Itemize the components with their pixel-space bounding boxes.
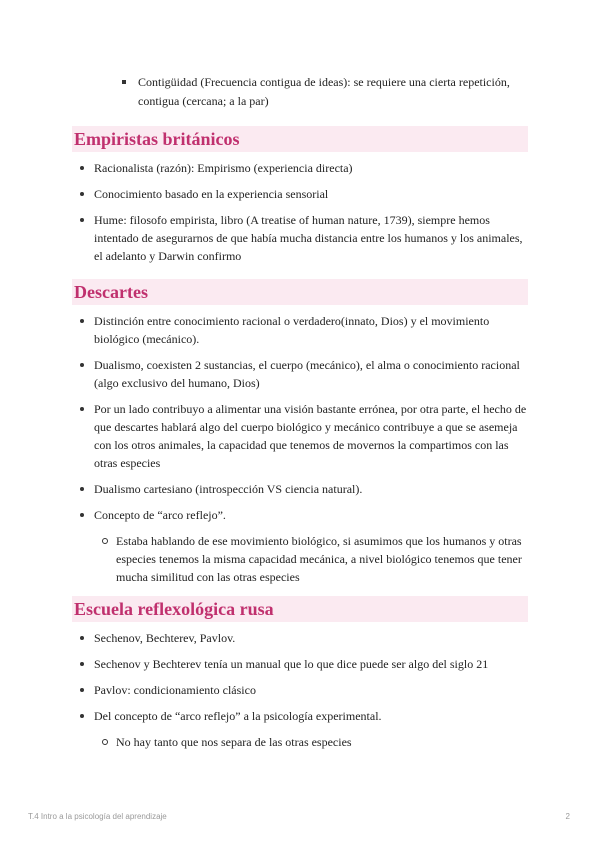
list-item <box>72 681 528 699</box>
square-bullet-icon <box>122 80 126 84</box>
bullet-icon <box>80 407 84 411</box>
continued-subitem <box>118 73 538 111</box>
bullet-icon <box>80 166 84 170</box>
list-item-text: Racionalista (razón): Empirismo (experiencia directa) <box>94 161 353 175</box>
list-item <box>72 707 528 725</box>
list-item <box>72 356 528 392</box>
list-item-text: Por un lado contribuyo a alimentar una visión bastante errónea, por otra parte, el hecho de que descartes hablará algo del cuerpo biológico y mecánico contribuye a que se asemeja con los otros animales, la capacidad que tenemos de movernos la compartimos con las otras especies <box>94 402 527 470</box>
section-descartes <box>72 279 528 586</box>
bullet-icon <box>80 636 84 640</box>
sub-list-item <box>94 532 528 586</box>
list-item <box>72 480 528 498</box>
list-item-text: Dualismo cartesiano (introspección VS ciencia natural). <box>94 482 363 496</box>
list-item <box>72 655 528 673</box>
section-escuela-reflexologica <box>72 596 528 751</box>
bullet-icon <box>80 513 84 517</box>
sub-bullet-list <box>72 532 528 586</box>
list-item-text: Distinción entre conocimiento racional o verdadero(innato, Dios) y el movimiento biológico (mecánico). <box>94 314 490 346</box>
bullet-icon <box>80 714 84 718</box>
page-number: 2 <box>565 812 570 821</box>
bullet-icon <box>80 688 84 692</box>
bullet-list <box>72 159 528 265</box>
list-item-text: Sechenov y Bechterev tenía un manual que lo que dice puede ser algo del siglo 21 <box>94 657 489 671</box>
list-item-text: Dualismo, coexisten 2 sustancias, el cuerpo (mecánico), el alma o conocimiento racional (algo exclusivo del humano, Dios) <box>94 358 520 390</box>
sub-list-item-text: Estaba hablando de ese movimiento biológico, si asumimos que los humanos y otras especies tenemos la misma capacidad mecánica, a nivel biológico tenemos que tener mucha similitud con las otras especies <box>116 534 522 584</box>
list-item <box>72 400 528 472</box>
list-item <box>72 211 528 265</box>
list-item-text: Del concepto de “arco reflejo” a la psicología experimental. <box>94 709 382 723</box>
list-item <box>72 506 528 524</box>
bullet-icon <box>80 662 84 666</box>
section-heading: Descartes <box>72 279 528 305</box>
section-heading: Escuela reflexológica rusa <box>72 596 528 622</box>
list-item-text: Pavlov: condicionamiento clásico <box>94 683 256 697</box>
list-item <box>72 185 528 203</box>
list-item <box>72 159 528 177</box>
section-heading: Empiristas británicos <box>72 126 528 152</box>
bullet-icon <box>80 487 84 491</box>
list-item-text: Sechenov, Bechterev, Pavlov. <box>94 631 236 645</box>
sub-bullet-list <box>72 733 528 751</box>
bullet-list <box>72 629 528 725</box>
hollow-bullet-icon <box>102 538 108 544</box>
list-item-text: Contigüidad (Frecuencia contigua de ideas): se requiere una cierta repetición, contigua (cercana; a la par) <box>138 75 510 108</box>
sub-list-item-text: No hay tanto que nos separa de las otras especies <box>116 735 352 749</box>
section-empiristas <box>72 126 528 273</box>
bullet-icon <box>80 363 84 367</box>
bullet-list <box>72 312 528 524</box>
sub-list-item <box>94 733 528 751</box>
footer-title: T.4 Intro a la psicología del aprendizaje <box>28 812 167 821</box>
list-item-text: Hume: filosofo empirista, libro (A treatise of human nature, 1739), siempre hemos intentado de asegurarnos de que había mucha distancia entre los humanos y los animales, el adelanto y Darwin confirmo <box>94 213 523 263</box>
list-item <box>72 629 528 647</box>
list-item <box>72 312 528 348</box>
list-item <box>118 73 538 111</box>
hollow-bullet-icon <box>102 739 108 745</box>
list-item-text: Concepto de “arco reflejo”. <box>94 508 226 522</box>
bullet-icon <box>80 218 84 222</box>
bullet-icon <box>80 319 84 323</box>
list-item-text: Conocimiento basado en la experiencia sensorial <box>94 187 329 201</box>
bullet-icon <box>80 192 84 196</box>
